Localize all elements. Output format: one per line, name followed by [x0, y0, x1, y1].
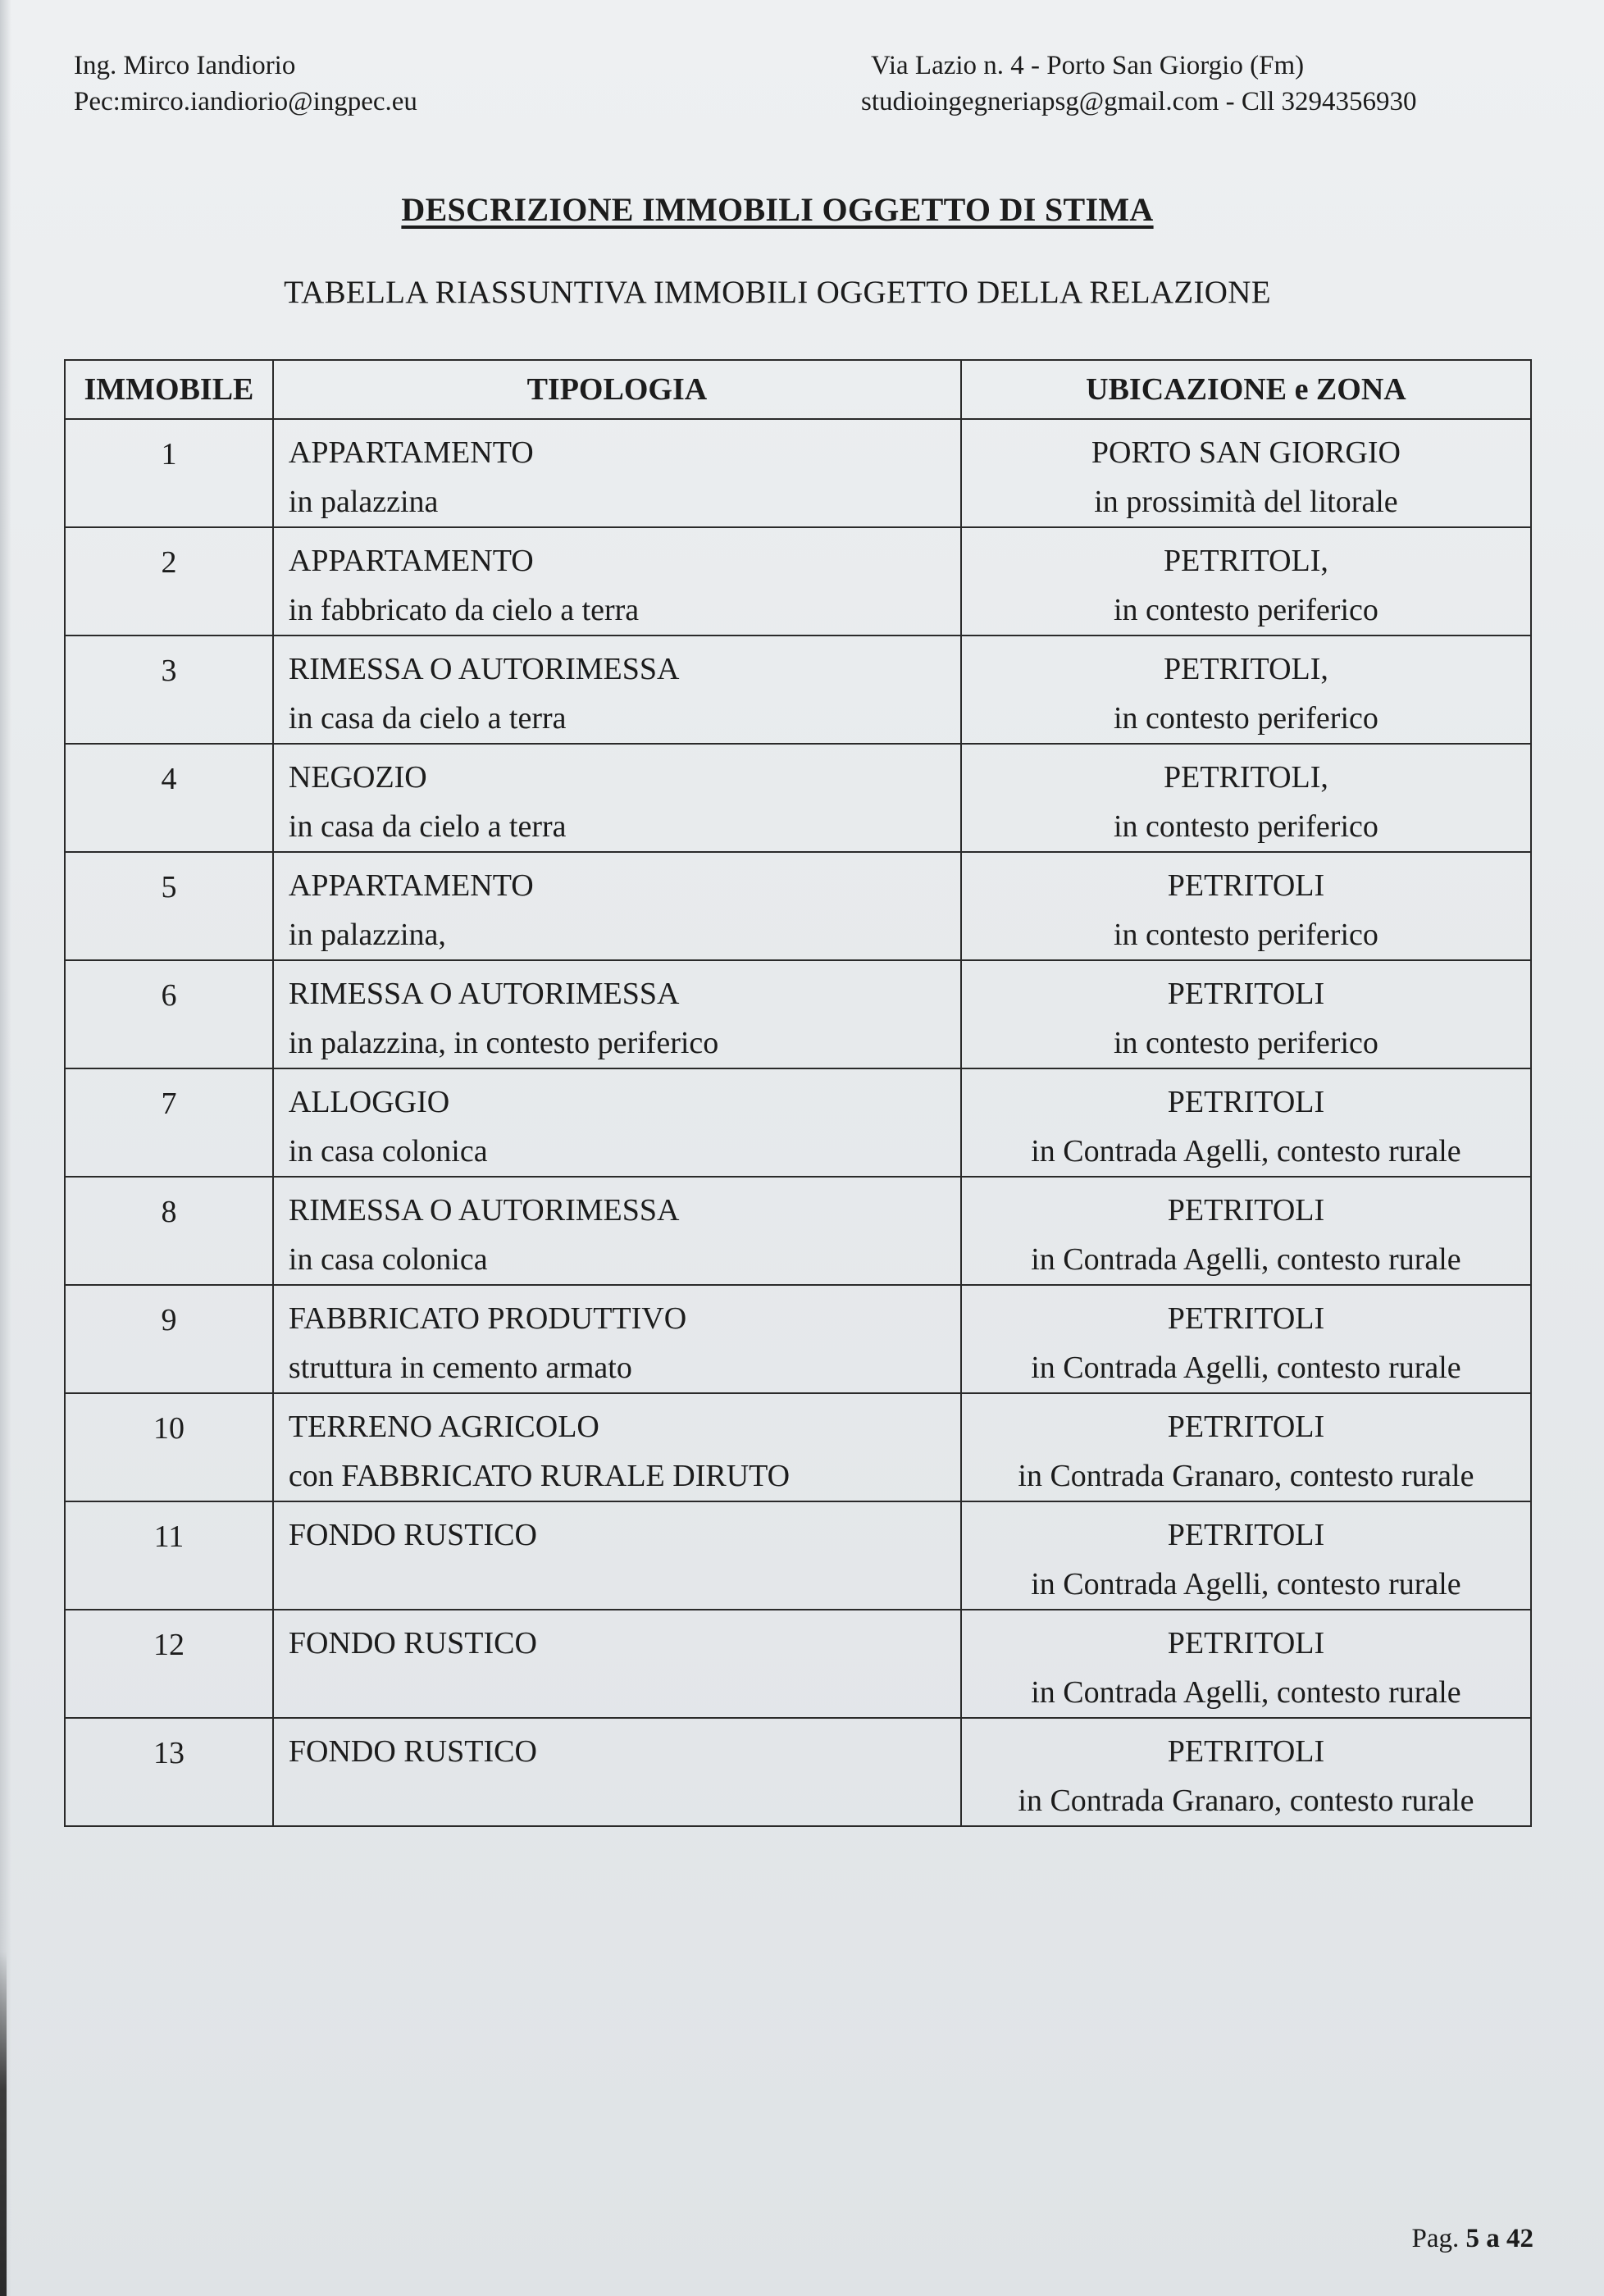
table-header-row: [65, 360, 1531, 419]
tipologia-main: NEGOZIO: [288, 760, 427, 795]
ubicazione-detail: in Contrada Agelli, contesto rurale: [1031, 1134, 1461, 1168]
table-row: [65, 419, 1531, 527]
table-caption: TABELLA RIASSUNTIVA IMMOBILI OGGETTO DELLA RELAZIONE: [284, 275, 1271, 310]
cell-tipologia: [273, 1718, 961, 1826]
immobile-number: 3: [161, 654, 177, 688]
ubicazione-detail: in Contrada Agelli, contesto rurale: [1031, 1567, 1461, 1601]
cell-immobile: [65, 744, 273, 852]
tipologia-main: APPARTAMENTO: [288, 868, 534, 903]
tipologia-detail: in casa colonica: [288, 1242, 488, 1277]
ubicazione-detail: in contesto periferico: [1114, 701, 1378, 736]
tipologia-main: APPARTAMENTO: [288, 435, 534, 470]
tipologia-main: FONDO RUSTICO: [288, 1626, 537, 1660]
ubicazione-main: PETRITOLI: [1167, 1518, 1325, 1552]
cell-tipologia: [273, 744, 961, 852]
cell-immobile: [65, 1068, 273, 1177]
table-row: [65, 1068, 1531, 1177]
ubicazione-main: PETRITOLI: [1167, 1410, 1325, 1444]
cell-ubicazione: [961, 1718, 1531, 1826]
cell-immobile: [65, 636, 273, 744]
immobile-number: 2: [161, 545, 177, 580]
cell-ubicazione: [961, 744, 1531, 852]
immobile-number: 13: [153, 1736, 185, 1770]
table-row: [65, 1610, 1531, 1718]
page-prefix: Pag.: [1411, 2224, 1466, 2253]
cell-tipologia: [273, 960, 961, 1068]
table-row: [65, 1285, 1531, 1393]
cell-tipologia: [273, 636, 961, 744]
tipologia-detail: in fabbricato da cielo a terra: [288, 593, 640, 627]
cell-tipologia: [273, 1177, 961, 1285]
immobile-number: 12: [153, 1628, 185, 1662]
ubicazione-detail: in Contrada Agelli, contesto rurale: [1031, 1242, 1461, 1277]
ubicazione-detail: in contesto periferico: [1114, 918, 1378, 952]
cell-immobile: [65, 419, 273, 527]
immobile-number: 1: [161, 437, 177, 472]
cell-tipologia: [273, 1501, 961, 1610]
ubicazione-main: PETRITOLI,: [1163, 544, 1328, 578]
header-contact-block: [861, 48, 1416, 120]
table-row: [65, 1718, 1531, 1826]
cell-tipologia: [273, 852, 961, 960]
table-row: [65, 744, 1531, 852]
tipologia-main: FABBRICATO PRODUTTIVO: [288, 1301, 687, 1336]
ubicazione-main: PETRITOLI: [1167, 977, 1325, 1011]
cell-tipologia: [273, 1285, 961, 1393]
cell-immobile: [65, 960, 273, 1068]
ubicazione-main: PETRITOLI: [1167, 1301, 1325, 1336]
cell-ubicazione: [961, 527, 1531, 636]
cell-tipologia: [273, 1393, 961, 1501]
header-author-block: [74, 48, 417, 120]
table-row: [65, 1393, 1531, 1501]
ubicazione-detail: in contesto periferico: [1114, 1026, 1378, 1060]
cell-ubicazione: [961, 636, 1531, 744]
tipologia-main: APPARTAMENTO: [288, 544, 534, 578]
ubicazione-main: PETRITOLI: [1167, 1626, 1325, 1660]
cell-tipologia: [273, 419, 961, 527]
cell-tipologia: [273, 1610, 961, 1718]
ubicazione-main: PETRITOLI: [1167, 1734, 1325, 1769]
cell-ubicazione: [961, 1177, 1531, 1285]
immobile-number: 11: [153, 1519, 185, 1554]
ubicazione-detail: in Contrada Agelli, contesto rurale: [1031, 1351, 1461, 1385]
page-number: [1412, 2224, 1534, 2254]
tipologia-main: RIMESSA O AUTORIMESSA: [288, 652, 680, 686]
immobile-number: 6: [161, 978, 177, 1013]
ubicazione-detail: in contesto periferico: [1114, 593, 1378, 627]
tipologia-main: RIMESSA O AUTORIMESSA: [288, 1193, 680, 1228]
immobile-number: 9: [161, 1303, 177, 1337]
office-address: Via Lazio n. 4 - Porto San Giorgio (Fm): [871, 51, 1305, 80]
immobile-number: 7: [161, 1086, 177, 1121]
table-row: [65, 527, 1531, 636]
author-name: Ing. Mirco Iandiorio: [74, 51, 296, 80]
tipologia-detail: in palazzina: [288, 485, 439, 519]
cell-ubicazione: [961, 1285, 1531, 1393]
immobile-number: 5: [161, 870, 177, 904]
ubicazione-main: PETRITOLI,: [1163, 760, 1328, 795]
tipologia-main: RIMESSA O AUTORIMESSA: [288, 977, 680, 1011]
cell-immobile: [65, 1610, 273, 1718]
cell-ubicazione: [961, 1501, 1531, 1610]
properties-summary-table: [64, 359, 1532, 1827]
cell-ubicazione: [961, 1393, 1531, 1501]
page-separator: a: [1479, 2224, 1506, 2253]
page-total: 42: [1506, 2224, 1533, 2253]
ubicazione-main: PETRITOLI: [1167, 868, 1325, 903]
ubicazione-main: PETRITOLI: [1167, 1193, 1325, 1228]
ubicazione-detail: in prossimità del litorale: [1094, 485, 1398, 519]
cell-ubicazione: [961, 1610, 1531, 1718]
table-row: [65, 636, 1531, 744]
cell-immobile: [65, 852, 273, 960]
cell-immobile: [65, 1501, 273, 1610]
tipologia-main: FONDO RUSTICO: [288, 1518, 537, 1552]
tipologia-detail: in palazzina, in contesto periferico: [288, 1026, 719, 1060]
cell-immobile: [65, 1718, 273, 1826]
column-header-immobile: IMMOBILE: [65, 360, 273, 419]
tipologia-detail: con FABBRICATO RURALE DIRUTO: [288, 1459, 791, 1493]
cell-immobile: [65, 1393, 273, 1501]
table-row: [65, 960, 1531, 1068]
author-pec: Pec:mirco.iandiorio@ingpec.eu: [74, 87, 417, 116]
tipologia-detail: in casa da cielo a terra: [288, 809, 567, 844]
ubicazione-detail: in Contrada Granaro, contesto rurale: [1018, 1459, 1474, 1493]
tipologia-detail: struttura in cemento armato: [288, 1351, 632, 1385]
cell-tipologia: [273, 527, 961, 636]
table-row: [65, 852, 1531, 960]
immobile-number: 10: [153, 1411, 185, 1446]
cell-immobile: [65, 1285, 273, 1393]
immobile-number: 4: [161, 762, 177, 796]
immobile-number: 8: [161, 1195, 177, 1229]
tipologia-detail: in casa colonica: [288, 1134, 488, 1168]
ubicazione-main: PETRITOLI: [1167, 1085, 1325, 1119]
tipologia-detail: in casa da cielo a terra: [288, 701, 567, 736]
ubicazione-main: PETRITOLI,: [1163, 652, 1328, 686]
ubicazione-detail: in contesto periferico: [1114, 809, 1378, 844]
cell-ubicazione: [961, 960, 1531, 1068]
cell-ubicazione: [961, 419, 1531, 527]
cell-tipologia: [273, 1068, 961, 1177]
section-title: DESCRIZIONE IMMOBILI OGGETTO DI STIMA: [401, 191, 1154, 228]
cell-ubicazione: [961, 852, 1531, 960]
tipologia-detail: in palazzina,: [288, 918, 446, 952]
cell-ubicazione: [961, 1068, 1531, 1177]
tipologia-main: ALLOGGIO: [288, 1085, 450, 1119]
tipologia-main: TERRENO AGRICOLO: [288, 1410, 599, 1444]
cell-immobile: [65, 527, 273, 636]
column-header-ubicazione: UBICAZIONE e ZONA: [961, 360, 1531, 419]
cell-immobile: [65, 1177, 273, 1285]
office-email-phone: studioingegneriapsg@gmail.com - Cll 3294356930: [861, 87, 1417, 116]
tipologia-main: FONDO RUSTICO: [288, 1734, 537, 1769]
table-row: [65, 1177, 1531, 1285]
ubicazione-detail: in Contrada Agelli, contesto rurale: [1031, 1675, 1461, 1710]
ubicazione-main: PORTO SAN GIORGIO: [1091, 435, 1401, 470]
page-current: 5: [1465, 2224, 1479, 2253]
ubicazione-detail: in Contrada Granaro, contesto rurale: [1018, 1784, 1474, 1818]
page-edge-shadow-lower: [0, 1952, 7, 2296]
table-row: [65, 1501, 1531, 1610]
column-header-tipologia: TIPOLOGIA: [273, 360, 961, 419]
